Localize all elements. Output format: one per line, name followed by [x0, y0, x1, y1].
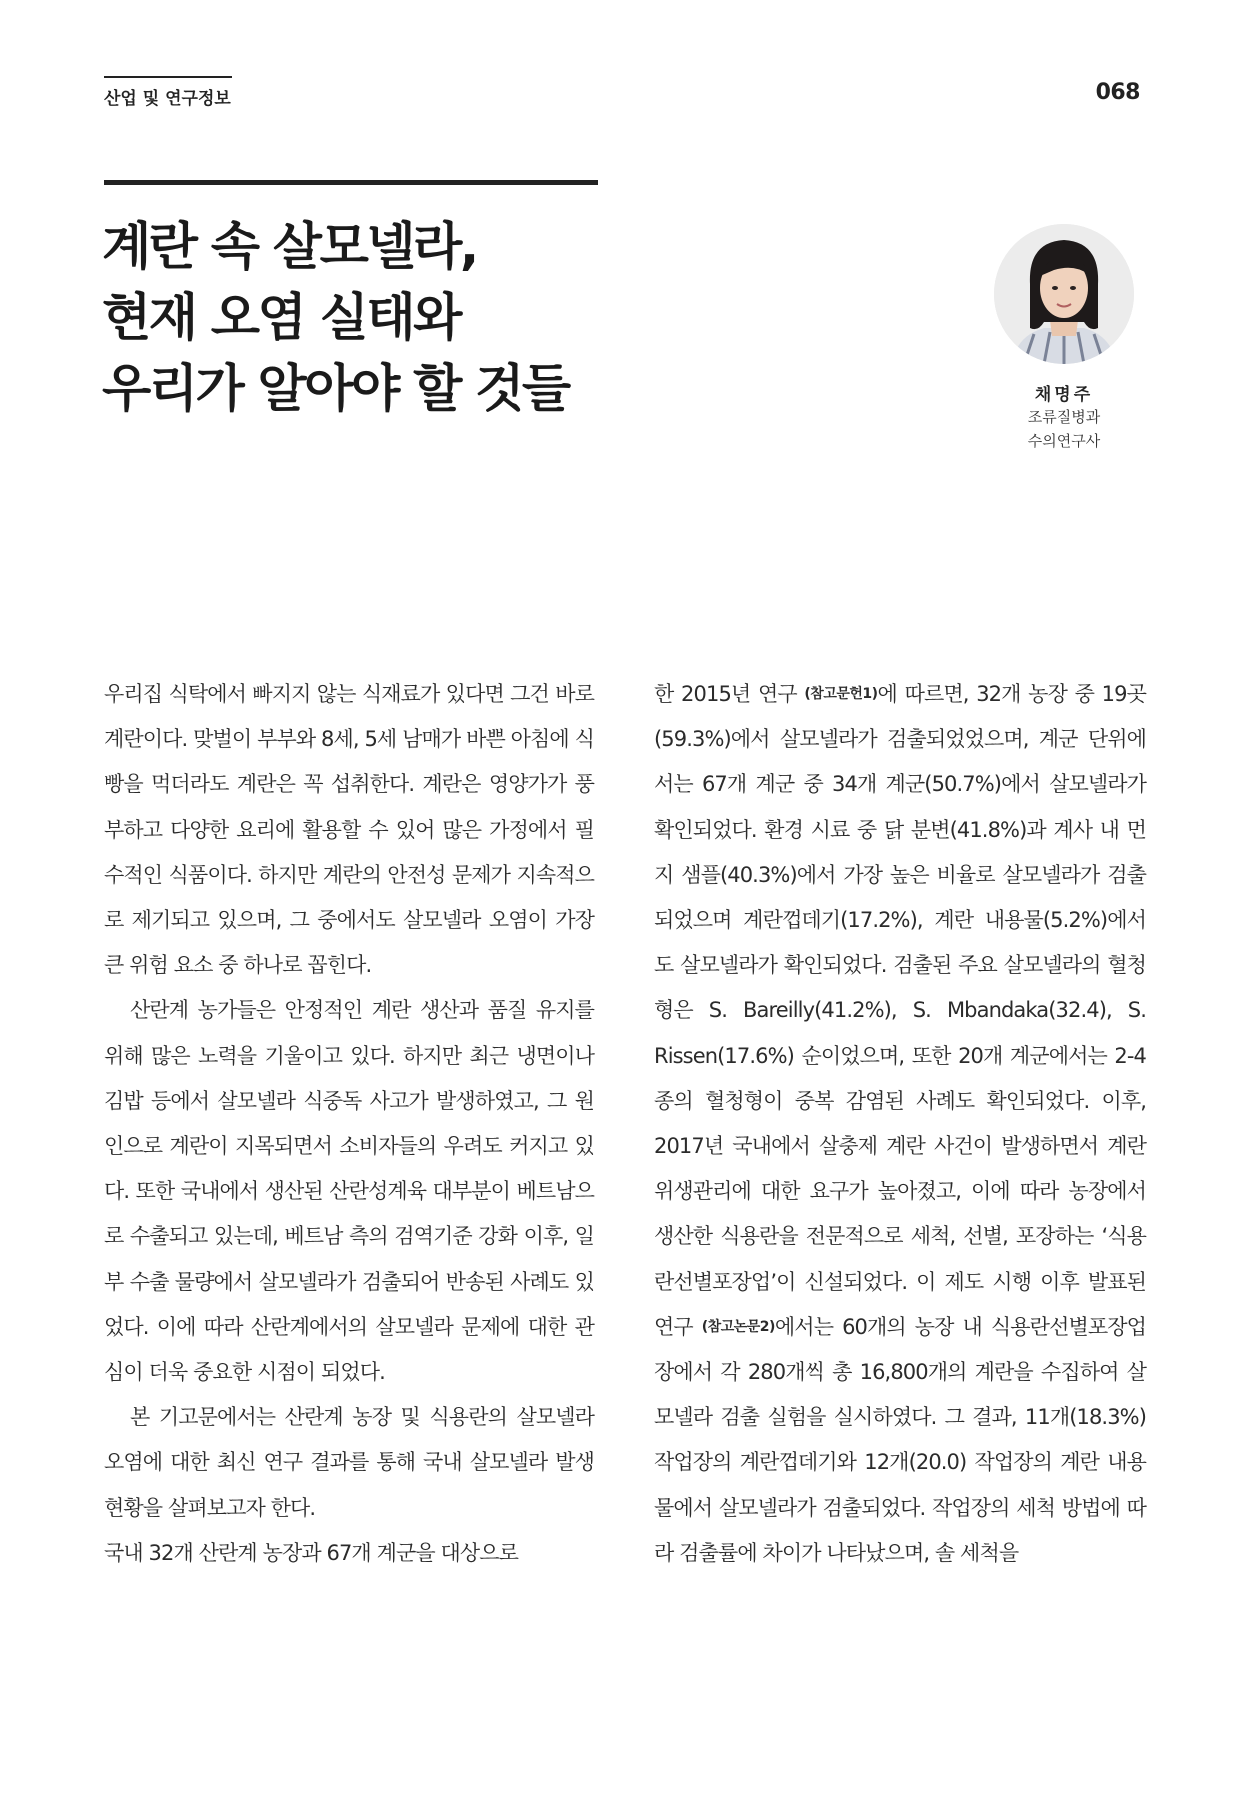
- title-rule: [104, 180, 598, 185]
- body-paragraph: 본 기고문에서는 산란계 농장 및 식용란의 살모넬라 오염에 대한 최신 연구 결과를 통해 국내 살모넬라 발생 현황을 살펴보고자 한다.: [104, 1405, 594, 1520]
- body-column-right: [654, 672, 1146, 1576]
- body-text: 한 2015년 연구: [654, 682, 797, 706]
- body-paragraph: 산란계 농가들은 안정적인 계란 생산과 품질 유지를 위해 많은 노력을 기울이고 있다. 하지만 최근 냉면이나 김밥 등에서 살모넬라 식중독 사고가 발생하였고, 그 원인으로 계란이 지목되면서 소비자들의 우려도 커지고 있다. 또한 국내에서 생산된 산란성계육 대부분이 베트남으로 수출되고 있는데, 베트남 측의 검역기준 강화 이후, 일부 수출 물량에서 살모넬라가 검출되어 반송된 사례도 있었다. 이에 따라 산란계에서의 살모넬라 문제에 대한 관심이 더욱 중요한 시점이 되었다.: [104, 998, 594, 1385]
- section-rule: [104, 76, 232, 78]
- body-paragraph: [654, 672, 1146, 1576]
- reference-mark: (참고문헌1): [804, 686, 878, 702]
- body-text: 에 따르면, 32개 농장 중 19곳(59.3%)에서 살모넬라가 검출되었었으며, 계군 단위에서는 67개 계군 중 34개 계군(50.7%)에서 살모넬라가 확인되었다. 환경 시료 중 닭 분변(41.8%)과 계사 내 먼지 샘플(40.3%)에서 가장 높은 비율로 살모넬라가 검출되었으며 계란껍데기(17.2%), 계란 내용물(5.2%)에서도 살모넬라가 확인되었다. 검출된 주요 살모넬라의 혈청형은 S. Bareilly(41.2%), S. Mbandaka(32.4), S. Rissen(17.6%) 순이었으며, 또한 20개 계군에서는 2-4종의 혈청형이 중복 감염된 사례도 확인되었다. 이후, 2017년 국내에서 살충제 계란 사건이 발생하면서 계란 위생관리에 대한 요구가 높아졌고, 이에 따라 농장에서 생산한 식용란을 전문적으로 세척, 선별, 포장하는 ‘식용란선별포장업’이 신설되었다. 이 제도 시행 이후 발표된 연구: [654, 682, 1146, 1339]
- body-text: 에서는 60개의 농장 내 식용란선별포장업장에서 각 280개씩 총 16,800개의 계란을 수집하여 살모넬라 검출 실험을 실시하였다. 그 결과, 11개(18.3%) 작업장의 계란껍데기와 12개(20.0) 작업장의 계란 내용물에서 살모넬라가 검출되었다. 작업장의 세척 방법에 따라 검출률에 차이가 나타났으며, 솔 세척을: [654, 1314, 1146, 1565]
- title-line: 우리가 알아야 할 것들: [102, 360, 569, 419]
- article-title: [102, 212, 662, 425]
- author-photo: [994, 224, 1134, 364]
- section-label: 산업 및 연구정보: [104, 89, 231, 109]
- reference-mark: (참고논문2): [701, 1318, 775, 1335]
- body-column-left: [104, 672, 594, 1576]
- title-line: 계란 속 살모넬라,: [102, 218, 477, 277]
- body-paragraph: 국내 32개 산란계 농장과 67개 계군을 대상으로: [104, 1540, 519, 1565]
- author-name: 채명주: [1034, 385, 1094, 405]
- author-department: 조류질병과: [1027, 408, 1101, 426]
- title-line: 현재 오염 실태와: [102, 289, 460, 348]
- author-role: 수의연구사: [1027, 432, 1101, 450]
- body-paragraph: 우리집 식탁에서 빠지지 않는 식재료가 있다면 그건 바로 계란이다. 맞벌이 부부와 8세, 5세 남매가 바쁜 아침에 식빵을 먹더라도 계란은 꼭 섭취한다. 계란은 영양가가 풍부하고 다양한 요리에 활용할 수 있어 많은 가정에서 필수적인 식품이다. 하지만 계란의 안전성 문제가 지속적으로 제기되고 있으며, 그 중에서도 살모넬라 오염이 가장 큰 위험 요소 중 하나로 꼽힌다.: [104, 682, 594, 978]
- page-number: 068: [1095, 80, 1140, 105]
